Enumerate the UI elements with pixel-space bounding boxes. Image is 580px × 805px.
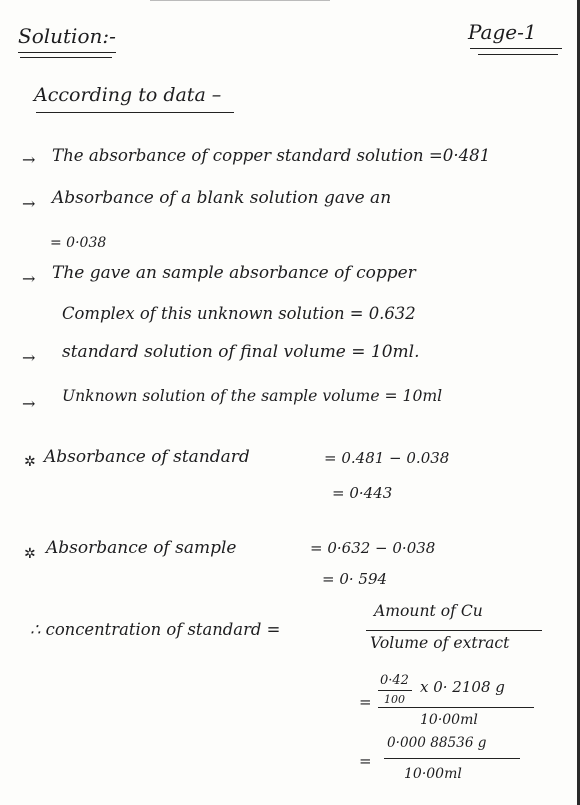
step1-numerator-bottom: 100 [384,693,405,706]
concentration-denominator: Volume of extract [370,634,510,652]
given-line-4: standard solution of final volume = 10ml. [62,342,420,362]
page-underline-2 [478,54,558,55]
step2-denominator: 10·00ml [404,766,462,782]
given-line-2: Absorbance of a blank solution gave an [52,188,392,208]
intro-underline [36,112,234,113]
abs-standard-equation: = 0.481 − 0.038 [324,449,450,467]
solution-heading: Solution:- [18,24,116,48]
given-line-2b: = 0·038 [50,235,107,251]
equals-sign: = [359,752,372,770]
step1-numerator-top: 0·42 [380,673,409,688]
given-line-5: Unknown solution of the sample volume = 10ml [62,387,443,405]
arrow-icon: → [22,348,36,367]
arrow-icon: → [22,150,36,169]
fraction-bar [384,758,520,759]
fraction-bar [366,630,542,631]
star-icon: ✲ [24,546,36,562]
concentration-label: ∴ concentration of standard = [30,620,281,639]
top-rule [150,0,330,1]
arrow-icon: → [22,394,36,413]
step1-multiplier: x 0· 2108 g [420,678,505,696]
arrow-icon: → [22,194,36,213]
given-line-3a: The gave an sample absorbance of copper [52,263,416,283]
abs-sample-result: = 0· 594 [322,570,388,588]
small-fraction-bar [378,690,412,691]
given-line-3b: Complex of this unknown solution = 0.632 [62,304,416,323]
abs-standard-result: = 0·443 [332,484,393,502]
abs-sample-label: Absorbance of sample [46,538,237,558]
step2-numerator: 0·000 88536 g [387,735,487,751]
solution-underline [18,52,116,53]
page-underline [470,48,562,49]
intro-text: According to data – [34,84,222,106]
concentration-numerator: Amount of Cu [374,602,483,620]
step1-denominator: 10·00ml [420,712,478,728]
abs-standard-label: Absorbance of standard [44,447,250,467]
given-line-1: The absorbance of copper standard solution =0·481 [52,146,491,165]
page-number: Page-1 [468,20,537,44]
abs-sample-equation: = 0·632 − 0·038 [310,539,436,557]
star-icon: ✲ [24,454,36,470]
equals-sign: = [359,693,372,711]
arrow-icon: → [22,269,36,288]
solution-underline-2 [20,57,112,58]
fraction-bar [378,707,534,708]
